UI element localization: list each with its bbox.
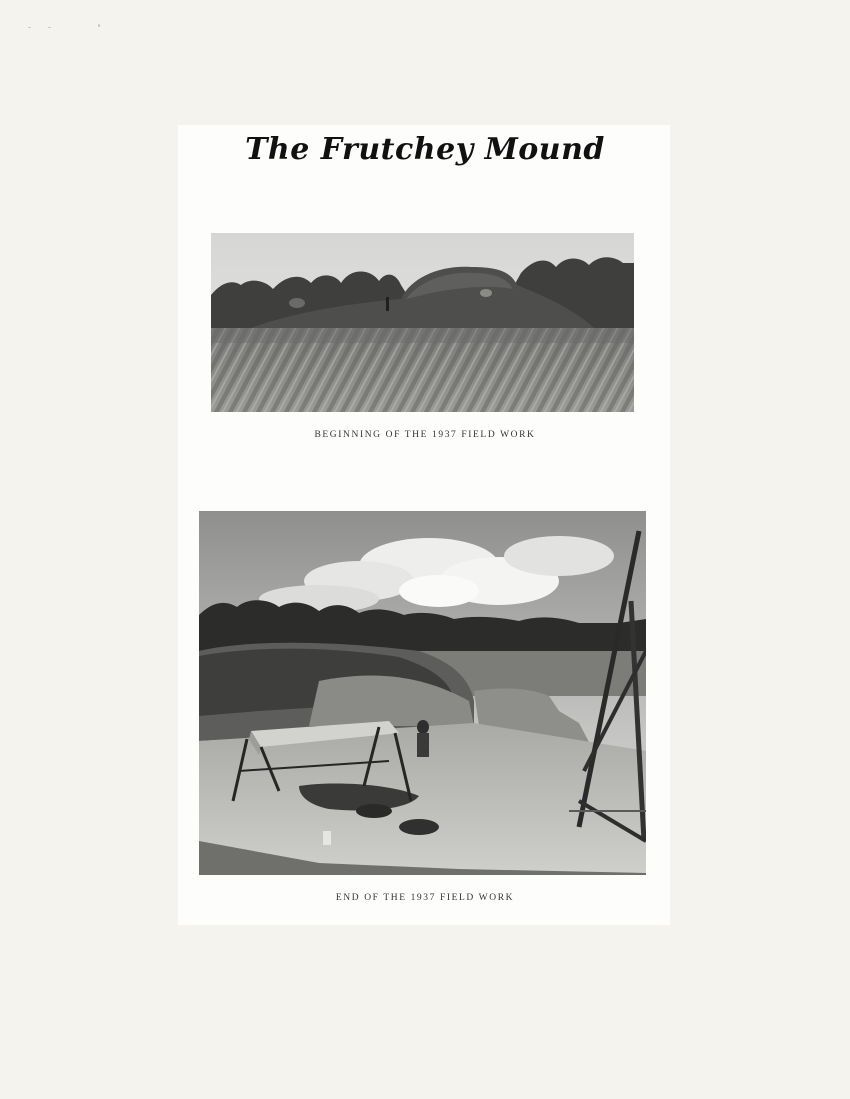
mound-before-excavation-photo xyxy=(211,233,634,412)
scan-mark xyxy=(48,27,51,28)
mound-field-image xyxy=(211,233,634,412)
excavation-site-image xyxy=(199,511,646,875)
scan-mark xyxy=(28,27,31,28)
scan-mark xyxy=(98,24,100,27)
excavation-end-photo xyxy=(199,511,646,875)
caption-beginning: BEGINNING OF THE 1937 FIELD WORK xyxy=(314,430,536,440)
caption-end: END OF THE 1937 FIELD WORK xyxy=(335,893,515,903)
page-title: The Frutchey Mound xyxy=(245,132,605,167)
